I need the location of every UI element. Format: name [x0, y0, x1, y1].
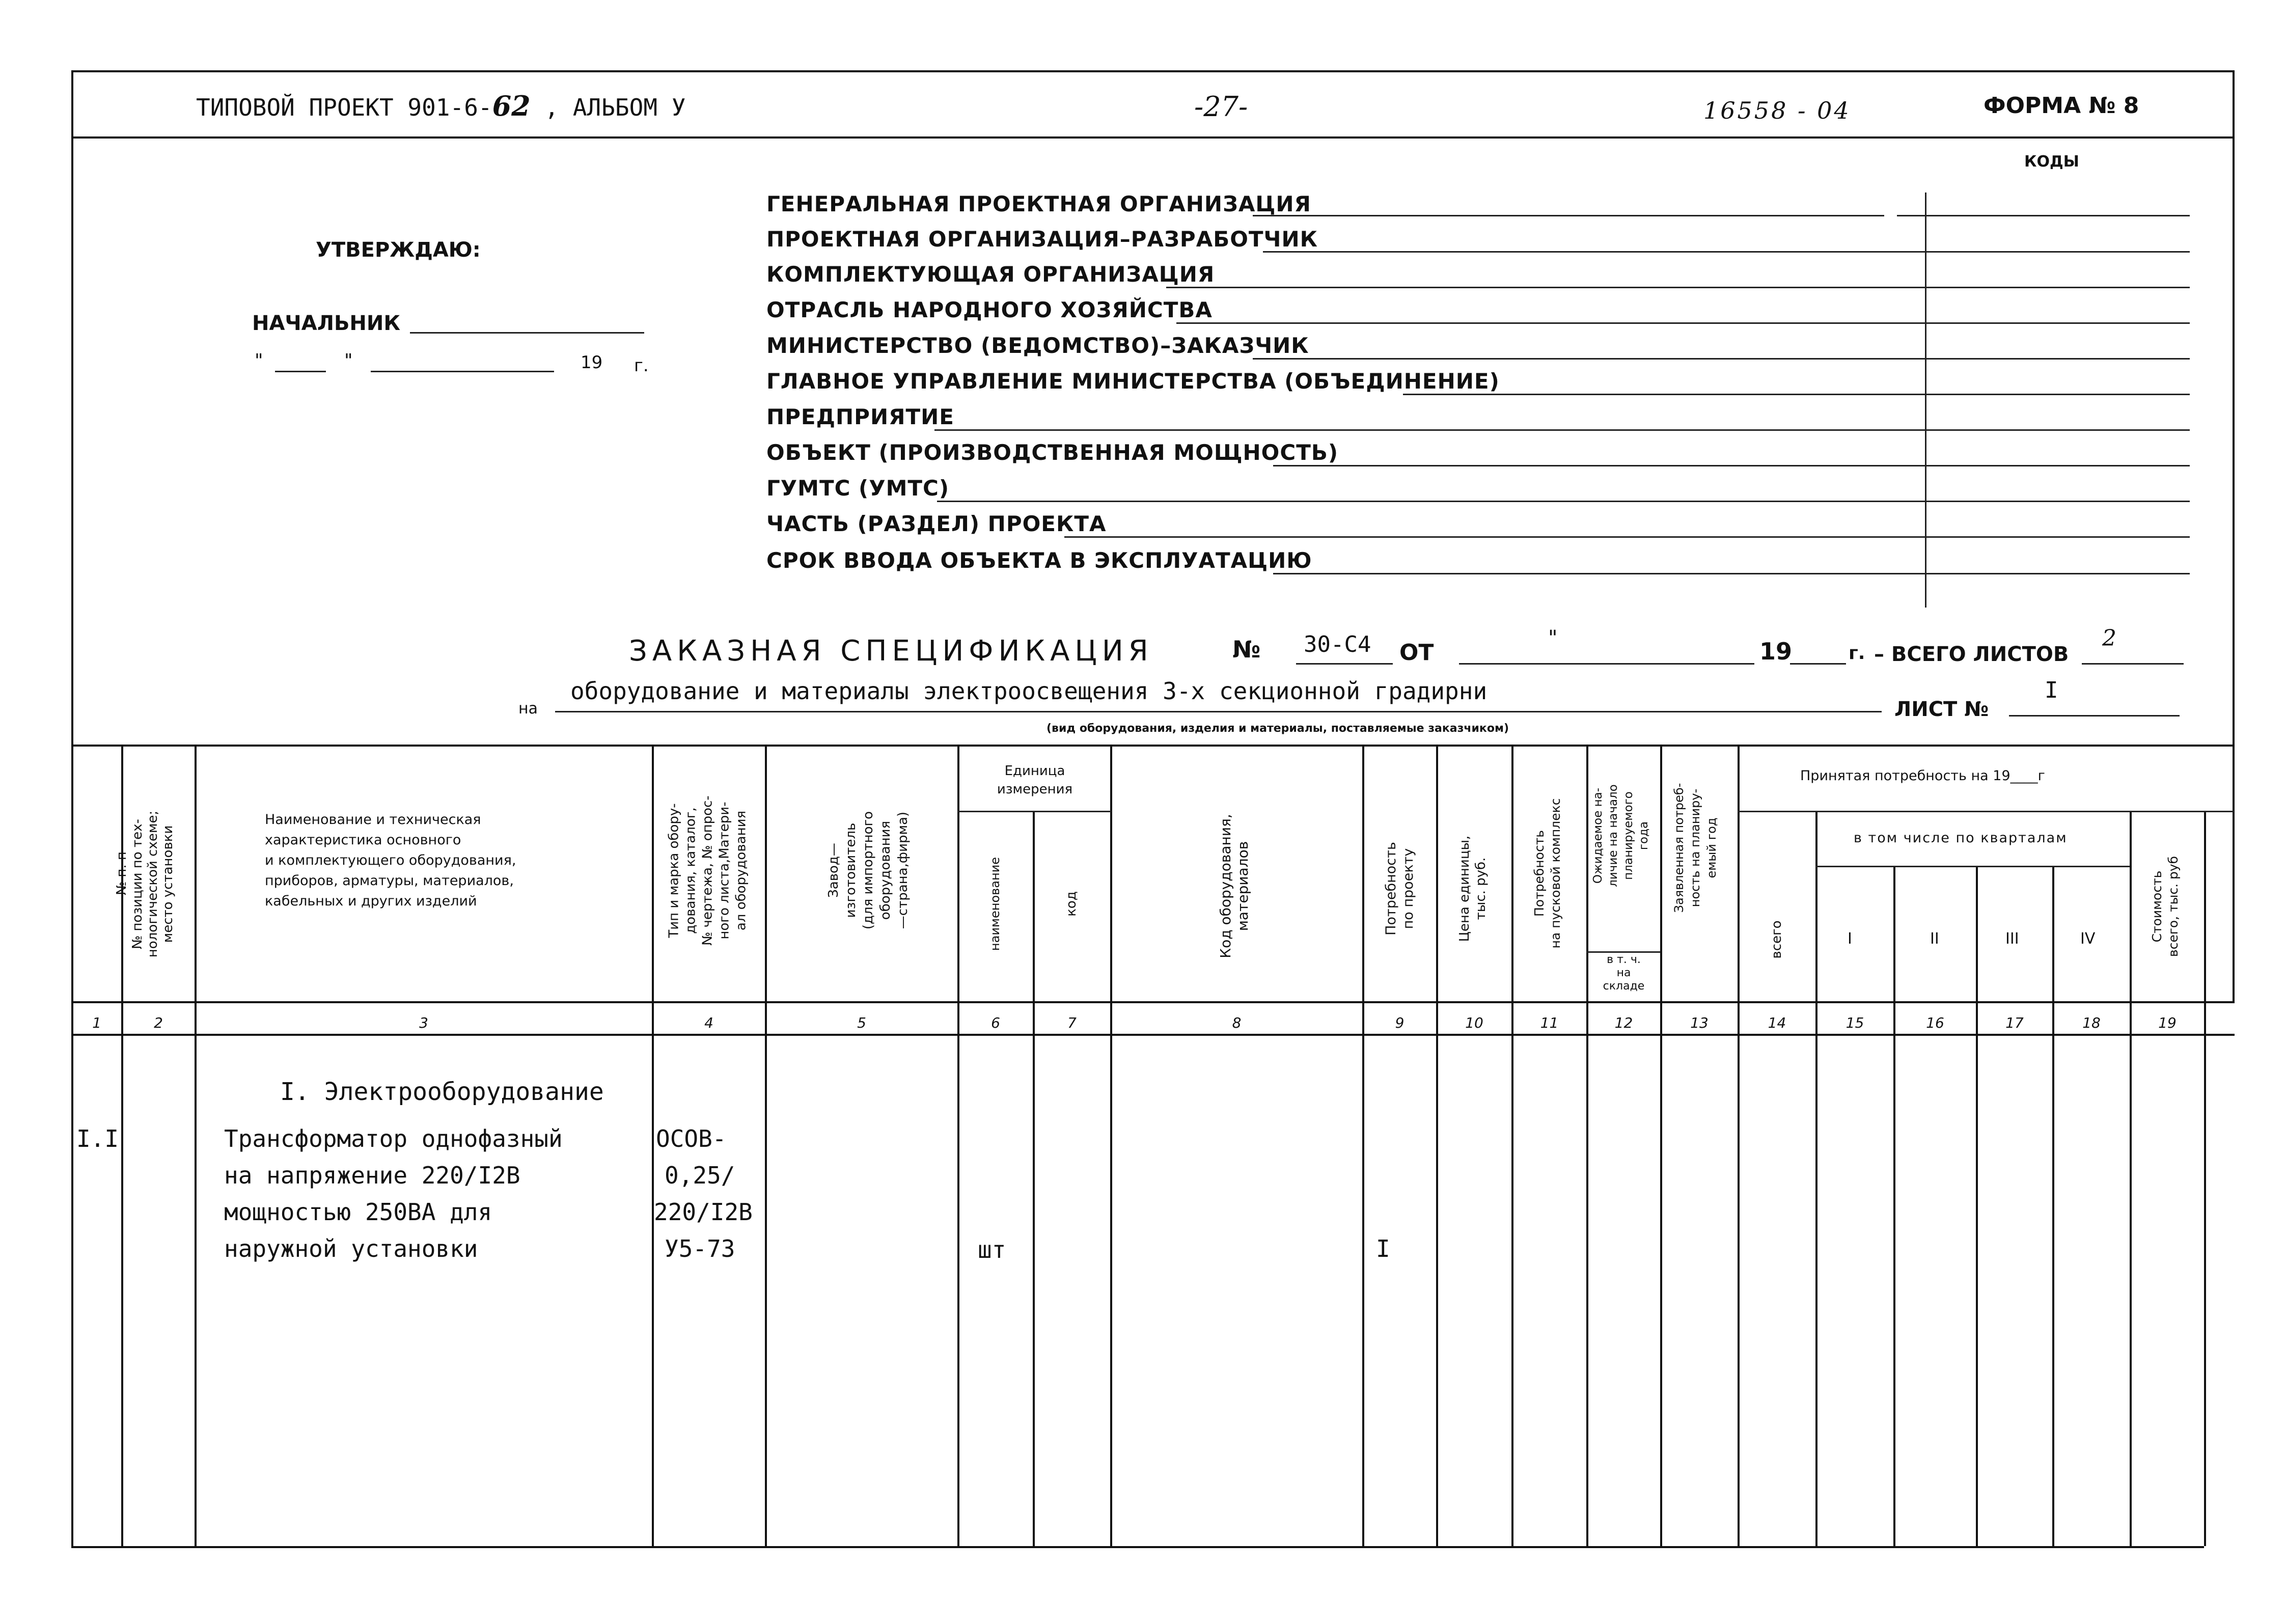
col-header-6: наименование: [988, 857, 1002, 951]
approval-day-line: [275, 371, 326, 372]
spec-on-label: на: [518, 700, 538, 718]
col-number: 13: [1690, 1014, 1709, 1031]
spec-sheet-label: ЛИСТ №: [1894, 698, 1989, 721]
row-unit: шт: [978, 1236, 1006, 1263]
spec-number-value: 30-С4: [1304, 631, 1371, 657]
col-number: 17: [2005, 1014, 2024, 1031]
col-header-9: Потребность по проекту: [1383, 842, 1416, 935]
col-header-12: Ожидаемое на- личие на начало планируемого года: [1591, 784, 1650, 887]
col-number: 1: [92, 1014, 101, 1031]
row-name-line: наружной установки: [224, 1235, 478, 1262]
row-quantity: I: [1376, 1235, 1390, 1262]
approval-chief-label: НАЧАЛЬНИК: [252, 312, 401, 335]
col-number: 11: [1540, 1014, 1559, 1031]
col-number: 2: [154, 1014, 163, 1031]
row-type-line: У5-73: [665, 1235, 735, 1262]
spec-title: ЗАКАЗНАЯ СПЕЦИФИКАЦИЯ: [629, 635, 1153, 668]
approval-quote-open: ": [255, 350, 263, 371]
col-number: 8: [1232, 1014, 1242, 1031]
spec-year: 19: [1759, 638, 1793, 665]
col-header-13: Заявленная потреб- ность на планиру- емый год: [1672, 783, 1719, 913]
spec-subject: оборудование и материалы электроосвещения 3-х секционной градирни: [570, 677, 1488, 705]
col-header-17: III: [2005, 930, 2019, 948]
req-design-org: ПРОЕКТНАЯ ОРГАНИЗАЦИЯ–РАЗРАБОТЧИК: [766, 227, 1318, 252]
col-header-10: Цена единицы, тыс. руб.: [1457, 835, 1489, 942]
req-object: ОБЪЕКТ (ПРОИЗВОДСТВЕННАЯ МОЩНОСТЬ): [766, 440, 1339, 465]
project-number: 62: [492, 90, 531, 122]
req-enterprise: ПРЕДПРИЯТИЕ: [766, 404, 954, 429]
col-number: 5: [857, 1014, 866, 1031]
spec-date-quote: ": [1548, 626, 1558, 650]
codes-label: КОДЫ: [2024, 153, 2079, 171]
section-title: I. Электрооборудование: [280, 1078, 604, 1106]
col-header-18: IV: [2080, 930, 2096, 948]
col-header-14: всего: [1769, 920, 1784, 959]
spec-year-suffix: г.: [1849, 643, 1865, 664]
req-supplier-org: КОМПЛЕКТУЮЩАЯ ОРГАНИЗАЦИЯ: [766, 262, 1215, 287]
codes-divider: [1925, 192, 1926, 608]
row-name-line: на напряжение 220/I2В: [224, 1162, 520, 1189]
col-header-8: Код оборудования, материалов: [1217, 814, 1251, 958]
col-header-5: Завод—изготовитель (для импортного оборудования —страна,фирма): [826, 811, 911, 930]
req-commissioning-date: СРОК ВВОДА ОБЪЕКТА В ЭКСПЛУАТАЦИЮ: [766, 548, 1312, 573]
spec-from-label: ОТ: [1399, 640, 1434, 666]
col-number: 6: [991, 1014, 1000, 1031]
req-industry: ОТРАСЛЬ НАРОДНОГО ХОЗЯЙСТВА: [766, 297, 1213, 322]
approval-month-line: [371, 371, 554, 372]
spec-number-label: №: [1232, 636, 1261, 663]
page-number: -27-: [1194, 91, 1248, 123]
col-number: 15: [1846, 1014, 1864, 1031]
row-type-line: 0,25/: [665, 1162, 735, 1189]
row-type-line: 220/I2В: [654, 1198, 753, 1226]
row-name-line: мощностью 250ВА для: [224, 1198, 492, 1226]
col-header-2: № позиции по тех- нологической схеме; место установки: [130, 810, 176, 958]
col-number: 16: [1926, 1014, 1944, 1031]
col-number: 12: [1614, 1014, 1633, 1031]
col-group-accepted: Принятая потребность на 19____г: [1800, 768, 2045, 784]
row-type-line: ОСОВ-: [656, 1125, 727, 1152]
col-header-7: код: [1064, 891, 1079, 917]
col-header-12-sub: в т. ч. на складе: [1603, 953, 1645, 993]
spec-total-label: – ВСЕГО ЛИСТОВ: [1874, 643, 2069, 666]
col-header-11: Потребность на пусковой комплекс: [1532, 798, 1563, 949]
col-header-16: II: [1930, 930, 1939, 948]
approval-quote-close: ": [344, 350, 353, 371]
form-number: ФОРМА № 8: [1984, 93, 2139, 119]
col-number: 9: [1395, 1014, 1404, 1031]
col-header-3: Наименование и техническая характеристика основного и комплектующего оборудования, приборов, арматуры, материалов, кабельных и других изделий: [265, 812, 516, 909]
document-number: 16558 - 04: [1703, 97, 1851, 124]
col-number: 18: [2082, 1014, 2101, 1031]
req-project-part: ЧАСТЬ (РАЗДЕЛ) ПРОЕКТА: [766, 511, 1107, 536]
project-label: ТИПОВОЙ ПРОЕКТ 901-6-: [196, 94, 492, 121]
row-number: I.I: [76, 1125, 119, 1152]
col-number: 3: [419, 1014, 428, 1031]
col-group-unit: Единица измерения: [997, 763, 1073, 797]
col-number: 19: [2158, 1014, 2177, 1031]
approval-chief-line: [410, 332, 644, 334]
col-number: 4: [704, 1014, 713, 1031]
req-general-org: ГЕНЕРАЛЬНАЯ ПРОЕКТНАЯ ОРГАНИЗАЦИЯ: [766, 191, 1311, 216]
req-ministry: МИНИСТЕРСТВО (ВЕДОМСТВО)–ЗАКАЗЧИК: [766, 333, 1309, 358]
col-number: 14: [1768, 1014, 1786, 1031]
req-gumts: ГУМТС (УМТС): [766, 476, 950, 501]
col-number: 7: [1067, 1014, 1077, 1031]
col-header-19: Стоимость всего, тыс. руб: [2150, 856, 2181, 957]
col-number: 10: [1465, 1014, 1483, 1031]
req-main-directorate: ГЛАВНОЕ УПРАВЛЕНИЕ МИНИСТЕРСТВА (ОБЪЕДИНЕНИЕ): [766, 369, 1500, 394]
spec-sheet-value: I: [2045, 677, 2058, 703]
project-title: [196, 90, 685, 122]
col-header-4: Тип и марка обору- дования, каталог, № чертежа, № опрос- ного листа,Матери- ал оборудования: [666, 795, 749, 946]
spec-note: (вид оборудования, изделия и материалы, поставляемые заказчиком): [1046, 722, 1509, 735]
approval-year: 19: [581, 352, 603, 373]
row-name-line: Трансформатор однофазный: [224, 1125, 563, 1152]
approval-title: УТВЕРЖДАЮ:: [316, 238, 481, 262]
col-header-1: № п. п: [114, 851, 129, 895]
col-group-quarters: в том числе по кварталам: [1854, 830, 2068, 846]
col-header-15: I: [1848, 930, 1852, 948]
approval-year-suffix: г.: [634, 355, 649, 376]
spec-total-value: 2: [2102, 625, 2116, 651]
album-label: , АЛЬБОМ У: [544, 94, 686, 121]
